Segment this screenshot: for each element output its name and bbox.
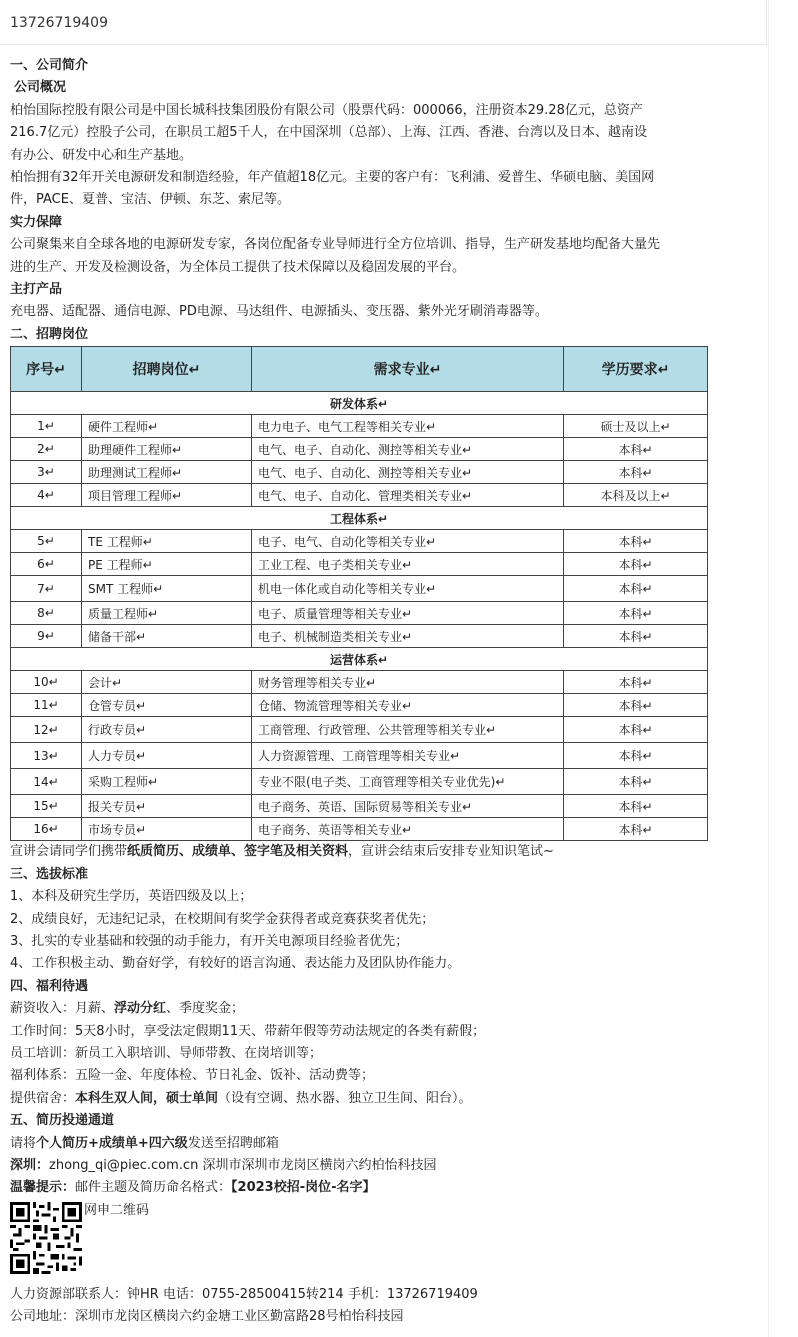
cell-major: 电子、机械制造类相关专业↵ — [252, 625, 564, 648]
table-row — [11, 415, 708, 438]
products-title: 主打产品 — [10, 282, 63, 298]
cell-major: 电气、电子、自动化、测控等相关专业↵ — [252, 438, 564, 461]
section-heading-criteria: 三、选拔标准 — [10, 866, 89, 882]
header-no: 序号↵ — [11, 347, 82, 392]
table-row — [11, 461, 708, 484]
section-row-operations: 运营体系↵ — [11, 648, 708, 671]
cell-education: 本科↵ — [564, 743, 708, 769]
products-line: 充电器、适配器、通信电源、PD电源、马达组件、电源插头、变压器、紫外光牙刷消毒器等。 — [10, 304, 548, 320]
email-tip — [10, 1177, 710, 1199]
qr-section — [10, 1202, 710, 1274]
apply-text: 请将 — [10, 1135, 37, 1151]
cell-education: 本科↵ — [564, 795, 708, 818]
article-body — [10, 55, 710, 1329]
cell-position: 会计↵ — [82, 671, 252, 694]
header-position: 招聘岗位↵ — [82, 347, 252, 392]
overview-line: 柏怡拥有32年开关电源研发和制造经验，年产值超18亿元。主要的客户有：飞利浦、爱普生、华硕电脑、美国网 — [10, 170, 655, 186]
criteria-item: 1、本科及研究生学历，英语四级及以上； — [10, 889, 253, 905]
table-row — [11, 671, 708, 694]
qr-code-image[interactable] — [10, 1202, 82, 1274]
strength-line: 公司聚集来自全球各地的电源研发专家，各岗位配备专业导师进行全方位培训、指导，生产研发基地均配备大量先 — [10, 237, 661, 253]
cell-no: 14↵ — [11, 769, 82, 795]
header-education: 学历要求↵ — [564, 347, 708, 392]
cell-no: 3↵ — [11, 461, 82, 484]
cell-position: 仓管专员↵ — [82, 694, 252, 717]
table-row — [11, 530, 708, 553]
cell-major: 电气、电子、自动化、管理类相关专业↵ — [252, 484, 564, 507]
apply-text: 发送至招聘邮箱 — [187, 1135, 279, 1151]
cell-position: 项目管理工程师↵ — [82, 484, 252, 507]
cell-no: 10↵ — [11, 671, 82, 694]
cell-no: 1↵ — [11, 415, 82, 438]
cell-education: 本科↵ — [564, 602, 708, 625]
cell-position: 人力专员↵ — [82, 743, 252, 769]
cell-no: 2↵ — [11, 438, 82, 461]
dorm-bold-text: 本科生双人间，硕士单间 — [75, 1090, 219, 1106]
table-row — [11, 818, 708, 841]
note-bold-text: 纸质简历、成绩单、签字笔及相关资料 — [127, 844, 349, 860]
cell-education: 本科↵ — [564, 530, 708, 553]
phone-header: 13726719409 — [10, 15, 108, 31]
cell-major: 电力电子、电气工程等相关专业↵ — [252, 415, 564, 438]
benefit-worktime: 工作时间：5天8小时，享受法定假期11天、带薪年假等劳动法规定的各类有薪假； — [10, 1023, 486, 1039]
cell-education: 本科及以上↵ — [564, 484, 708, 507]
hr-contact: 人力资源部联系人：钟HR 电话：0755-28500415转214 手机：13726719409 — [10, 1286, 478, 1302]
section-row-engineering: 工程体系↵ — [11, 507, 708, 530]
cell-position: 助理测试工程师↵ — [82, 461, 252, 484]
cell-no: 9↵ — [11, 625, 82, 648]
cell-no: 4↵ — [11, 484, 82, 507]
section-heading-apply: 五、简历投递通道 — [10, 1113, 115, 1129]
company-address: 公司地址：深圳市龙岗区横岗六约金塘工业区勤富路28号柏怡科技园 — [10, 1309, 404, 1325]
cell-major: 电子、电气、自动化等相关专业↵ — [252, 530, 564, 553]
cell-major: 工业工程、电子类相关专业↵ — [252, 553, 564, 576]
cell-education: 本科↵ — [564, 717, 708, 743]
table-row — [11, 769, 708, 795]
cell-position: TE 工程师↵ — [82, 530, 252, 553]
shenzhen-contact — [10, 1155, 710, 1177]
section-row-rd: 研发体系↵ — [11, 392, 708, 415]
cell-position: 采购工程师↵ — [82, 769, 252, 795]
dorm-text: 提供宿舍： — [10, 1090, 76, 1106]
cell-no: 7↵ — [11, 576, 82, 602]
pay-text: 薪资收入：月薪、 — [10, 1001, 115, 1017]
cell-education: 本科↵ — [564, 818, 708, 841]
benefit-training: 员工培训：新员工入职培训、导师带教、在岗培训等； — [10, 1045, 323, 1061]
overview-line: 件，PACE、夏普、宝洁、伊顿、东芝、索尼等。 — [10, 192, 290, 208]
overview-line: 有办公、研发中心和生产基地。 — [10, 147, 193, 163]
cell-major: 机电一体化或自动化等相关专业↵ — [252, 576, 564, 602]
strength-line: 进的生产、开发及检测设备，为全体员工提供了技术保障以及稳固发展的平台。 — [10, 259, 466, 275]
benefit-dorm — [10, 1088, 710, 1110]
cell-major: 电子商务、英语、国际贸易等相关专业↵ — [252, 795, 564, 818]
table-row — [11, 602, 708, 625]
cell-no: 15↵ — [11, 795, 82, 818]
cell-major: 电子、质量管理等相关专业↵ — [252, 602, 564, 625]
page-divider — [768, 0, 769, 1337]
cell-no: 11↵ — [11, 694, 82, 717]
cell-education: 本科↵ — [564, 553, 708, 576]
header-major: 需求专业↵ — [252, 347, 564, 392]
tip-text: 邮件主题及简历命名格式： — [75, 1180, 232, 1196]
cell-major: 人力资源管理、工商管理等相关专业↵ — [252, 743, 564, 769]
presentation-note — [10, 841, 710, 863]
cell-position: 硬件工程师↵ — [82, 415, 252, 438]
cell-no: 8↵ — [11, 602, 82, 625]
tip-format: 【2023校招-岗位-名字】 — [231, 1180, 376, 1196]
criteria-item: 3、扎实的专业基础和较强的动手能力，有开关电源项目经验者优先； — [10, 933, 409, 949]
section-heading-company: 一、公司简介 — [10, 58, 89, 73]
cell-no: 5↵ — [11, 530, 82, 553]
benefit-welfare: 福利体系：五险一金、年度体检、节日礼金、饭补、活动费等； — [10, 1068, 375, 1084]
table-row — [11, 553, 708, 576]
table-row — [11, 576, 708, 602]
cell-major: 工商管理、行政管理、公共管理等相关专业↵ — [252, 717, 564, 743]
table-row — [11, 743, 708, 769]
criteria-item: 4、工作积极主动、勤奋好学，有较好的语言沟通、表达能力及团队协作能力。 — [10, 956, 461, 972]
cell-position: 市场专员↵ — [82, 818, 252, 841]
section-heading-jobs: 二、招聘岗位 — [10, 326, 89, 342]
cell-major: 仓储、物流管理等相关专业↵ — [252, 694, 564, 717]
cell-major: 电子商务、英语等相关专业↵ — [252, 818, 564, 841]
cell-education: 硕士及以上↵ — [564, 415, 708, 438]
table-row — [11, 717, 708, 743]
qr-label: 网申二维码 — [84, 1202, 150, 1218]
table-row — [11, 438, 708, 461]
phone-header-box — [0, 0, 767, 45]
note-text: ，宣讲会结束后安排专业知识笔试~ — [348, 844, 554, 860]
cell-major: 电气、电子、自动化、测控等相关专业↵ — [252, 461, 564, 484]
cell-no: 12↵ — [11, 717, 82, 743]
cell-position: 报关专员↵ — [82, 795, 252, 818]
table-row — [11, 795, 708, 818]
cell-education: 本科↵ — [564, 576, 708, 602]
apply-bold-text: 个人简历+成绩单+四六级 — [36, 1135, 188, 1151]
pay-bold-text: 浮动分红 — [114, 1001, 167, 1017]
apply-instruction — [10, 1133, 710, 1155]
cell-major: 专业不限(电子类、工商管理等相关专业优先)↵ — [252, 769, 564, 795]
cell-education: 本科↵ — [564, 694, 708, 717]
cell-no: 13↵ — [11, 743, 82, 769]
overview-title: 公司概况 — [14, 80, 67, 96]
shenzhen-email-address[interactable]: zhong_qi@piec.com.cn 深圳市深圳市龙岗区横岗六约柏怡科技园 — [49, 1157, 437, 1173]
table-row — [11, 694, 708, 717]
cell-education: 本科↵ — [564, 671, 708, 694]
shenzhen-label: 深圳： — [10, 1157, 50, 1173]
overview-line: 柏怡国际控股有限公司是中国长城科技集团股份有限公司（股票代码：000066，注册资本29.28亿元，总资产 — [10, 102, 643, 118]
cell-position: SMT 工程师↵ — [82, 576, 252, 602]
section-heading-benefits: 四、福利待遇 — [10, 978, 89, 994]
table-row — [11, 484, 708, 507]
benefit-pay — [10, 998, 710, 1020]
cell-position: 质量工程师↵ — [82, 602, 252, 625]
cell-major: 财务管理等相关专业↵ — [252, 671, 564, 694]
cell-education: 本科↵ — [564, 438, 708, 461]
cell-education: 本科↵ — [564, 625, 708, 648]
cell-education: 本科↵ — [564, 769, 708, 795]
cell-position: 助理硬件工程师↵ — [82, 438, 252, 461]
note-text: 宣讲会请同学们携带 — [10, 844, 128, 860]
strength-title: 实力保障 — [10, 214, 63, 230]
cell-position: PE 工程师↵ — [82, 553, 252, 576]
cell-position: 行政专员↵ — [82, 717, 252, 743]
cell-education: 本科↵ — [564, 461, 708, 484]
table-row — [11, 625, 708, 648]
tip-label: 温馨提示： — [10, 1180, 76, 1196]
criteria-item: 2、成绩良好，无违纪记录，在校期间有奖学金获得者或竞赛获奖者优先； — [10, 911, 435, 927]
cell-no: 16↵ — [11, 818, 82, 841]
pay-text: 、季度奖金； — [166, 1001, 245, 1017]
cell-no: 6↵ — [11, 553, 82, 576]
dorm-text: （设有空调、热水器、独立卫生间、阳台）。 — [218, 1090, 472, 1106]
overview-line: 216.7亿元）控股子公司，在职员工超5千人，在中国深圳（总部）、上海、江西、香港、台湾以及日本、越南设 — [10, 125, 647, 141]
jobs-table — [10, 346, 708, 841]
cell-position: 储备干部↵ — [82, 625, 252, 648]
